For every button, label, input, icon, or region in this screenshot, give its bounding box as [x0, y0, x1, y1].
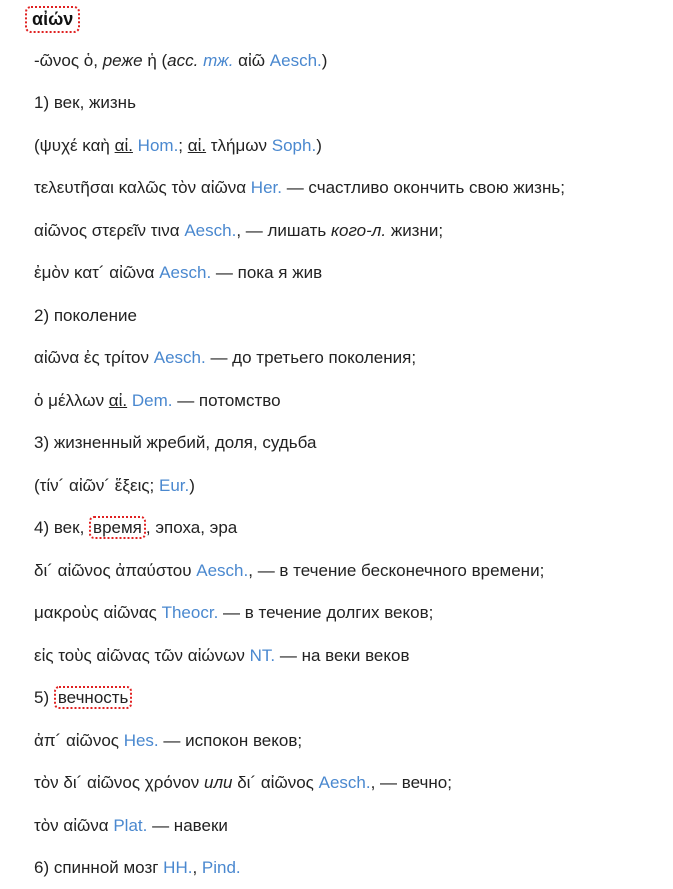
abbreviated-headword: αἰ. [114, 136, 133, 155]
abbreviation-link[interactable]: тж. [203, 51, 234, 70]
entry-line [34, 135, 322, 157]
entry-text: ) [189, 476, 195, 495]
entry-line [34, 730, 302, 752]
entry-text: 5) [34, 688, 54, 707]
entry-text: — потомство [172, 391, 281, 410]
source-reference-link[interactable]: Soph. [271, 136, 317, 155]
entry-text: τὸν δι´ αἰῶνος χρόνον [34, 773, 204, 792]
entry-text: -ῶνος ὁ, [34, 51, 103, 70]
entry-text: 3) жизненный жребий, доля, судьба [34, 433, 317, 452]
entry-text: τελευτῆσαι καλῶς τὸν αἰῶνα [34, 178, 251, 197]
source-reference-link[interactable]: Aesch. [269, 51, 322, 70]
entry-text: (ψυχέ καὴ [34, 136, 115, 155]
italic-note: кого-л. [330, 221, 387, 240]
entry-text: , эпоха, эра [145, 518, 238, 537]
source-reference-link[interactable]: Aesch. [318, 773, 371, 792]
entry-text: εἰς τοὺς αἰῶνας τῶν αἰώνων [34, 646, 250, 665]
entry-line [34, 347, 416, 369]
entry-line [34, 815, 228, 837]
source-reference-link[interactable]: HH. [163, 858, 193, 877]
entry-line [34, 50, 327, 72]
source-reference-link[interactable]: Eur. [159, 476, 190, 495]
entry-line [34, 517, 237, 539]
entry-text: (τίν´ αἰῶν´ ἕξεις; [34, 476, 159, 495]
entry-text: — испокон веков; [158, 731, 303, 750]
entry-text: ἡ ( [142, 51, 168, 70]
entry-text: αἰῶνος στερεῖν τινα [34, 221, 185, 240]
source-reference-link[interactable]: Aesch. [153, 348, 206, 367]
source-reference-link[interactable]: Dem. [131, 391, 173, 410]
entry-line [34, 560, 544, 582]
source-reference-link[interactable]: Aesch. [196, 561, 249, 580]
entry-text: ὁ μέλλων [34, 391, 109, 410]
entry-text: αἰῶνα ἐς τρίτον [34, 348, 154, 367]
entry-text: , [192, 858, 202, 877]
entry-text: τὸν αἰῶνα [34, 816, 114, 835]
entry-line [34, 772, 452, 794]
entry-text: τλήμων [206, 136, 272, 155]
entry-line [34, 857, 241, 879]
entry-line [34, 687, 132, 709]
source-reference-link[interactable]: Hom. [137, 136, 179, 155]
highlighted-term: время [89, 516, 146, 539]
entry-text: , — вечно; [370, 773, 452, 792]
entry-text: , — лишать [236, 221, 331, 240]
entry-line [34, 475, 195, 497]
source-reference-link[interactable]: NT. [249, 646, 276, 665]
entry-line [34, 602, 433, 624]
entry-text: ) [316, 136, 322, 155]
entry-text: ἀπ´ αἰῶνος [34, 731, 124, 750]
entry-text: — до третьего поколения; [205, 348, 417, 367]
entry-text: ἐμὸν κατ´ αἰῶνα [34, 263, 160, 282]
source-reference-link[interactable]: Theocr. [161, 603, 219, 622]
entry-line [34, 92, 136, 114]
entry-text: 2) поколение [34, 306, 137, 325]
entry-line [34, 177, 565, 199]
entry-line [34, 305, 137, 327]
source-reference-link[interactable]: Plat. [113, 816, 148, 835]
highlighted-term: вечность [54, 686, 133, 709]
entry-line [34, 220, 443, 242]
entry-text: 6) спинной мозг [34, 858, 164, 877]
source-reference-link[interactable]: Aesch. [184, 221, 237, 240]
source-reference-link[interactable]: Aesch. [159, 263, 212, 282]
headword: αἰών [25, 6, 80, 33]
entry-text: — пока я жив [211, 263, 323, 282]
entry-text: — навеки [147, 816, 228, 835]
entry-text: , — в течение бесконечного времени; [248, 561, 545, 580]
italic-note: или [204, 773, 233, 792]
entry-text: 1) век, жизнь [34, 93, 136, 112]
entry-text: — в течение долгих веков; [218, 603, 434, 622]
source-reference-link[interactable]: Pind. [201, 858, 241, 877]
source-reference-link[interactable]: Her. [250, 178, 282, 197]
entry-line [34, 432, 316, 454]
entry-text: αἰῶ [233, 51, 270, 70]
abbreviated-headword: αἰ. [108, 391, 128, 410]
abbreviated-headword: αἰ. [187, 136, 207, 155]
source-reference-link[interactable]: Hes. [123, 731, 159, 750]
entry-text: δι´ αἰῶνος ἀπαύστου [34, 561, 197, 580]
entry-text: μακροὺς αἰῶνας [34, 603, 162, 622]
entry-text: — счастливо окончить свою жизнь; [281, 178, 565, 197]
entry-text: 4) век, [34, 518, 90, 537]
entry-text: δι´ αἰῶνος [232, 773, 319, 792]
entry-text: — на веки веков [275, 646, 410, 665]
italic-note: acc. [167, 51, 204, 70]
entry-text: ) [321, 51, 328, 70]
entry-line [34, 390, 281, 412]
entry-text: ; [178, 136, 188, 155]
entry-line [34, 645, 410, 667]
entry-text: жизни; [386, 221, 444, 240]
entry-line [34, 262, 322, 284]
italic-note: реже [102, 51, 143, 70]
